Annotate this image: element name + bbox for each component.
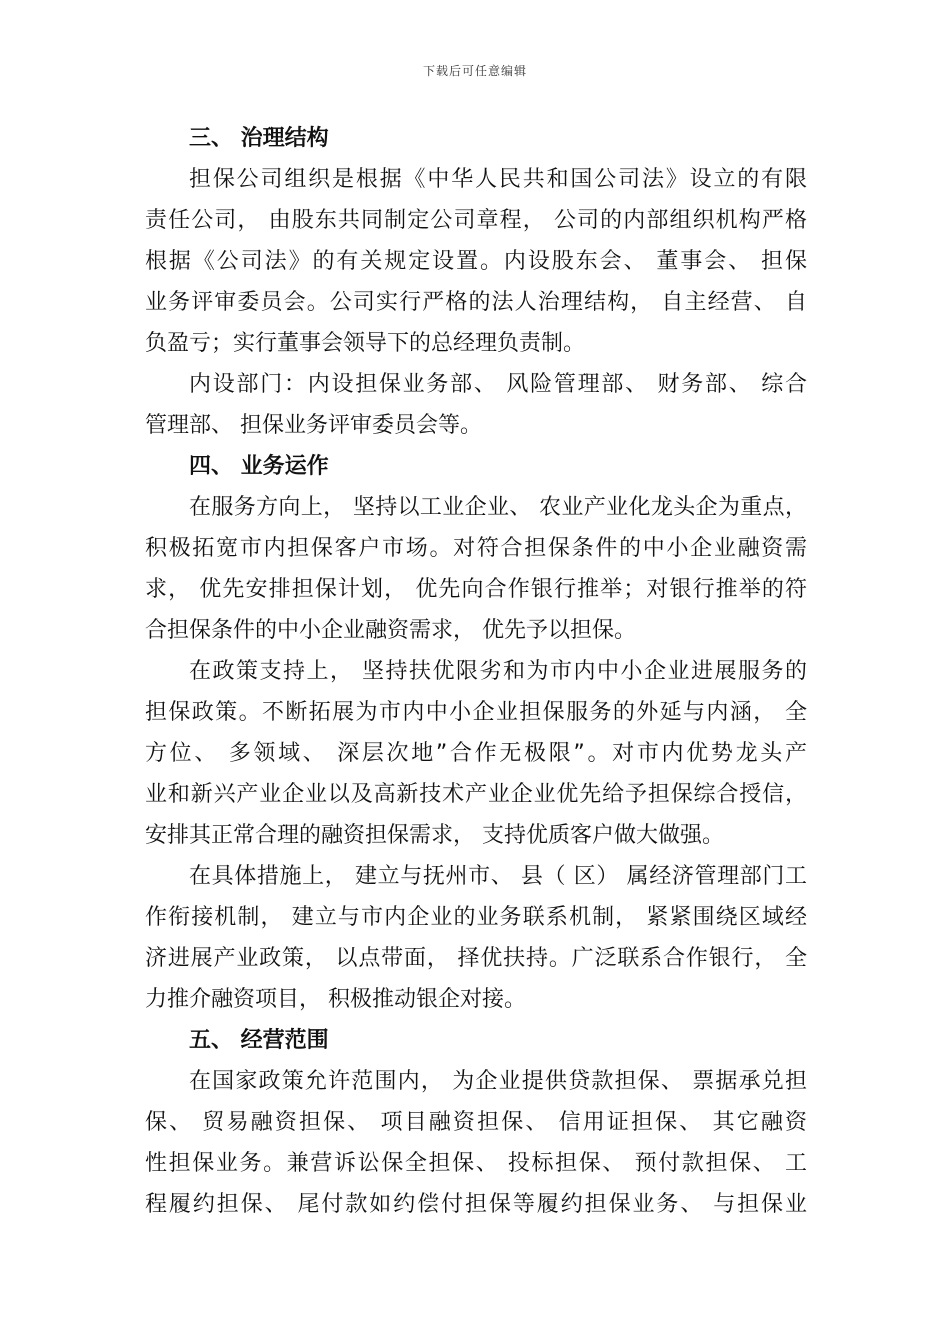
paragraph-line: 根据《公司法》的有关规定设置。内设股东会、 董事会、 担保 [145, 249, 807, 274]
paragraph-last-line: 力推介融资项目， 积极推动银企对接。 [145, 987, 526, 1012]
paragraph-last-line: 安排其正常合理的融资担保需求， 支持优质客户做大做强。 [145, 823, 724, 848]
paragraph-first-line: 在服务方向上， 坚持以工业企业、 农业产业化龙头企为重点， [189, 495, 807, 520]
paragraph-last-line: 合担保条件的中小企业融资需求， 优先予以担保。 [145, 618, 636, 643]
paragraph-first-line: 内设部门：内设担保业务部、 风险管理部、 财务部、 综合 [189, 372, 807, 397]
paragraph-line: 济进展产业政策， 以点带面， 择优扶持。广泛联系合作银行， 全 [145, 946, 807, 971]
section-heading: 五、 经营范围 [189, 1028, 329, 1053]
paragraph-line: 保、 贸易融资担保、 项目融资担保、 信用证担保、 其它融资 [145, 1110, 807, 1135]
paragraph-line: 担保政策。不断拓展为市内中小企业担保服务的外延与内涵， 全 [145, 700, 807, 725]
paragraph-line: 责任公司， 由股东共同制定公司章程， 公司的内部组织机构严格 [145, 208, 807, 233]
paragraph-line: 业务评审委员会。公司实行严格的法人治理结构， 自主经营、 自 [145, 290, 807, 315]
document-body [145, 118, 807, 1225]
paragraph-line: 积极拓宽市内担保客户市场。对符合担保条件的中小企业融资需 [145, 536, 807, 561]
paragraph-last-line: 管理部、 担保业务评审委员会等。 [145, 413, 482, 438]
paragraph-first-line: 在具体措施上， 建立与抚州市、 县（ 区） 属经济管理部门工 [189, 864, 807, 889]
paragraph-line: 程履约担保、 尾付款如约偿付担保等履约担保业务、 与担保业 [145, 1192, 807, 1217]
page-header: 下载后可任意编辑 [422, 64, 527, 78]
paragraph-line: 求， 优先安排担保计划， 优先向合作银行推举；对银行推举的符 [145, 577, 807, 602]
paragraph-line: 方位、 多领域、 深层次地”合作无极限”。对市内优势龙头产 [145, 741, 807, 766]
section-heading: 四、 业务运作 [189, 454, 329, 479]
paragraph-last-line: 负盈亏；实行董事会领导下的总经理负责制。 [145, 331, 586, 356]
paragraph-first-line: 在国家政策允许范围内， 为企业提供贷款担保、 票据承兑担 [189, 1069, 807, 1094]
paragraph-first-line: 担保公司组织是根据《中华人民共和国公司法》设立的有限 [189, 167, 807, 192]
section-heading: 三、 治理结构 [189, 126, 329, 151]
paragraph-line: 作衔接机制， 建立与市内企业的业务联系机制， 紧紧围绕区域经 [145, 905, 807, 930]
paragraph-line: 性担保业务。兼营诉讼保全担保、 投标担保、 预付款担保、 工 [145, 1151, 807, 1176]
paragraph-line: 业和新兴产业企业以及高新技术产业企业优先给予担保综合授信， [145, 782, 807, 807]
paragraph-first-line: 在政策支持上， 坚持扶优限劣和为市内中小企业进展服务的 [189, 659, 807, 684]
